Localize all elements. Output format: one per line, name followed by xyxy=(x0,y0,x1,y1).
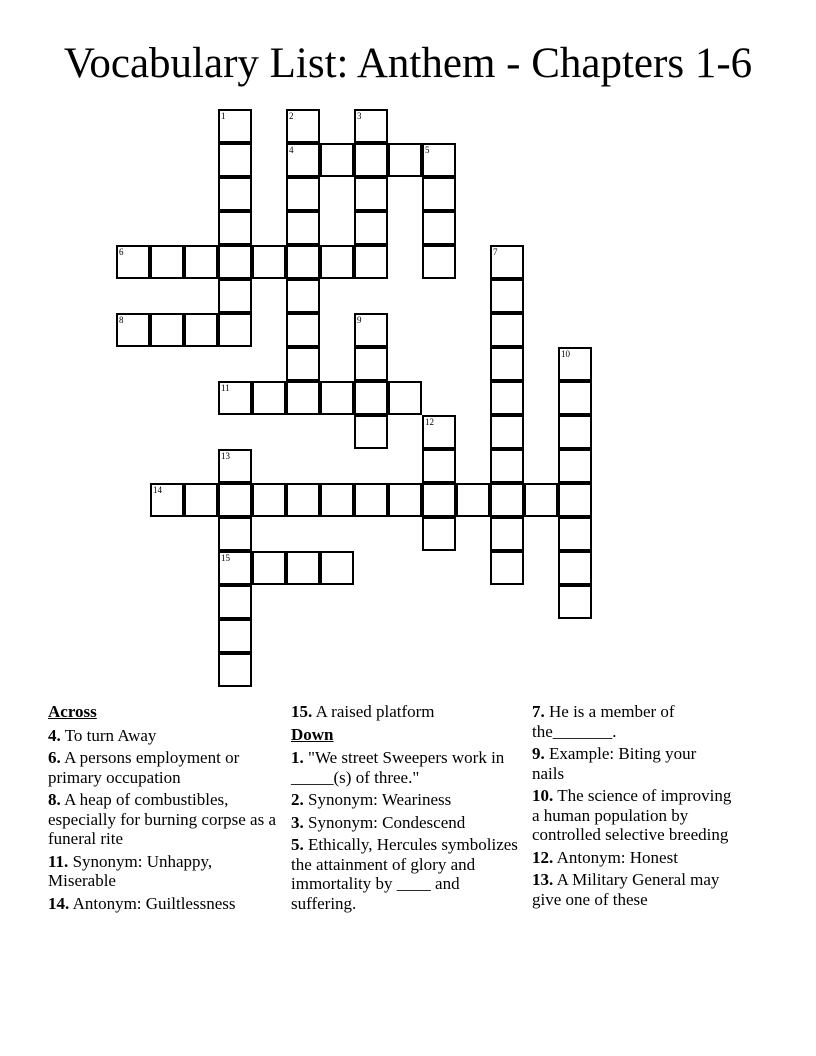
clue-column-1 xyxy=(48,702,278,916)
crossword-cell[interactable] xyxy=(286,313,320,347)
clue-text: He is a member of the_______. xyxy=(532,702,675,741)
crossword-cell[interactable] xyxy=(150,483,184,517)
crossword-cell[interactable] xyxy=(286,483,320,517)
clue-text: A Military General may give one of these xyxy=(532,870,720,909)
clue-down-2 xyxy=(291,790,523,810)
clue-number: 1. xyxy=(291,748,304,767)
crossword-cell[interactable] xyxy=(490,313,524,347)
crossword-cell[interactable] xyxy=(490,483,524,517)
cell-number: 3 xyxy=(357,111,362,121)
crossword-cell[interactable] xyxy=(320,483,354,517)
crossword-cell[interactable] xyxy=(354,245,388,279)
crossword-cell[interactable] xyxy=(218,585,252,619)
crossword-cell[interactable] xyxy=(286,347,320,381)
crossword-cell[interactable] xyxy=(422,143,456,177)
clue-text: Antonym: Guiltlessness xyxy=(72,893,236,913)
crossword-cell[interactable] xyxy=(354,347,388,381)
crossword-cell[interactable] xyxy=(320,551,354,585)
cell-number: 14 xyxy=(153,485,162,495)
crossword-cell[interactable] xyxy=(184,245,218,279)
crossword-cell[interactable] xyxy=(354,177,388,211)
crossword-cell[interactable] xyxy=(150,313,184,347)
clue-number: 14. xyxy=(48,893,70,913)
crossword-cell[interactable] xyxy=(558,551,592,585)
clue-text: Antonym: Honest xyxy=(556,847,678,867)
cell-number: 11 xyxy=(221,383,230,393)
clue-across-11 xyxy=(48,852,278,891)
crossword-cell[interactable] xyxy=(558,483,592,517)
crossword-cell[interactable] xyxy=(320,381,354,415)
crossword-cell[interactable] xyxy=(524,483,558,517)
crossword-cell[interactable] xyxy=(354,211,388,245)
cell-number: 4 xyxy=(289,145,294,155)
crossword-cell[interactable] xyxy=(116,313,150,347)
crossword-grid xyxy=(117,110,597,694)
crossword-cell[interactable] xyxy=(218,313,252,347)
cell-number: 1 xyxy=(221,111,226,121)
crossword-cell[interactable] xyxy=(490,279,524,313)
crossword-cell[interactable] xyxy=(422,449,456,483)
clue-down-12 xyxy=(532,848,732,868)
clue-across-4 xyxy=(48,726,278,746)
clue-number: 9. xyxy=(532,744,545,763)
crossword-cell[interactable] xyxy=(116,245,150,279)
clue-number: 5. xyxy=(291,835,304,854)
crossword-cell[interactable] xyxy=(252,483,286,517)
crossword-cell[interactable] xyxy=(422,517,456,551)
clue-text: Synonym: Condescend xyxy=(308,812,466,832)
across-heading: Across xyxy=(48,702,97,721)
crossword-cell[interactable] xyxy=(218,211,252,245)
crossword-cell[interactable] xyxy=(218,551,252,585)
crossword-cell[interactable] xyxy=(218,143,252,177)
down-heading: Down xyxy=(291,724,334,744)
crossword-cell[interactable] xyxy=(354,313,388,347)
clue-number: 3. xyxy=(291,812,304,832)
crossword-cell[interactable] xyxy=(218,245,252,279)
crossword-cell[interactable] xyxy=(354,109,388,143)
crossword-cell[interactable] xyxy=(286,143,320,177)
cell-number: 10 xyxy=(561,349,570,359)
crossword-cell[interactable] xyxy=(320,245,354,279)
crossword-cell[interactable] xyxy=(286,279,320,313)
crossword-cell[interactable] xyxy=(422,245,456,279)
crossword-cell[interactable] xyxy=(218,177,252,211)
clue-number: 13. xyxy=(532,870,554,889)
clue-number: 2. xyxy=(291,790,304,809)
crossword-cell[interactable] xyxy=(558,381,592,415)
cell-number: 6 xyxy=(119,247,124,257)
clue-across-14 xyxy=(48,894,278,914)
clue-number: 10. xyxy=(532,786,554,805)
clue-down-7 xyxy=(532,702,732,741)
cell-number: 2 xyxy=(289,111,294,121)
crossword-cell[interactable] xyxy=(218,381,252,415)
crossword-cell[interactable] xyxy=(218,109,252,143)
cell-number: 7 xyxy=(493,247,498,257)
clue-number: 11. xyxy=(48,851,69,871)
crossword-cell[interactable] xyxy=(388,143,422,177)
crossword-cell[interactable] xyxy=(320,143,354,177)
clue-text: A raised platform xyxy=(315,702,435,721)
cell-number: 15 xyxy=(221,553,230,563)
crossword-cell[interactable] xyxy=(388,381,422,415)
clue-down-9 xyxy=(532,744,732,783)
crossword-cell[interactable] xyxy=(490,245,524,279)
crossword-cell[interactable] xyxy=(422,211,456,245)
clue-number: 4. xyxy=(48,725,61,745)
crossword-cell[interactable] xyxy=(286,211,320,245)
crossword-cell[interactable] xyxy=(150,245,184,279)
clue-across-15 xyxy=(291,702,523,722)
cell-number: 13 xyxy=(221,451,230,461)
clue-number: 15. xyxy=(291,702,313,721)
crossword-cell[interactable] xyxy=(422,483,456,517)
crossword-cell[interactable] xyxy=(286,177,320,211)
clue-text: A persons employment or primary occupation xyxy=(48,748,240,787)
clue-across-6 xyxy=(48,748,278,787)
clue-text: "We street Sweepers work in _____(s) of three." xyxy=(291,748,505,787)
crossword-cell[interactable] xyxy=(354,415,388,449)
crossword-cell[interactable] xyxy=(354,483,388,517)
clue-down-3 xyxy=(291,813,523,833)
cell-number: 8 xyxy=(119,315,124,325)
crossword-cell[interactable] xyxy=(218,517,252,551)
crossword-cell[interactable] xyxy=(422,177,456,211)
cell-number: 5 xyxy=(425,145,430,155)
clue-text: A heap of combustibles, especially for burning corpse as a funeral rite xyxy=(48,790,276,848)
crossword-cell[interactable] xyxy=(490,347,524,381)
clue-column-3 xyxy=(532,702,732,912)
page-title: Vocabulary List: Anthem - Chapters 1-6 xyxy=(63,40,753,87)
crossword-cell[interactable] xyxy=(422,415,456,449)
clue-text: Synonym: Unhappy, Miserable xyxy=(48,851,213,890)
clue-text: Example: Biting your nails xyxy=(532,744,697,783)
clue-text: The science of improving a human population by controlled selective breeding xyxy=(532,786,732,844)
clue-number: 7. xyxy=(532,702,545,721)
crossword-cell[interactable] xyxy=(490,551,524,585)
crossword-cell[interactable] xyxy=(490,517,524,551)
clue-down-10 xyxy=(532,786,732,845)
crossword-cell[interactable] xyxy=(286,381,320,415)
cell-number: 9 xyxy=(357,315,362,325)
crossword-cell[interactable] xyxy=(218,483,252,517)
crossword-cell[interactable] xyxy=(218,279,252,313)
crossword-cell[interactable] xyxy=(286,551,320,585)
crossword-cell[interactable] xyxy=(252,245,286,279)
crossword-cell[interactable] xyxy=(218,449,252,483)
crossword-cell[interactable] xyxy=(558,415,592,449)
clue-across-8 xyxy=(48,790,278,849)
clue-text: To turn Away xyxy=(64,725,157,745)
crossword-cell[interactable] xyxy=(354,381,388,415)
crossword-cell[interactable] xyxy=(490,415,524,449)
crossword-cell[interactable] xyxy=(456,483,490,517)
crossword-cell[interactable] xyxy=(558,585,592,619)
crossword-cell[interactable] xyxy=(286,245,320,279)
clue-down-1 xyxy=(291,748,523,787)
crossword-cell[interactable] xyxy=(558,517,592,551)
clue-text: Ethically, Hercules symbolizes the attainment of glory and immortality by ____ and suffering. xyxy=(291,835,518,913)
clue-number: 8. xyxy=(48,790,61,809)
clue-number: 6. xyxy=(48,748,61,767)
cell-number: 12 xyxy=(425,417,434,427)
clue-down-13 xyxy=(532,870,732,909)
crossword-cell[interactable] xyxy=(252,381,286,415)
crossword-cell[interactable] xyxy=(388,483,422,517)
clue-down-5 xyxy=(291,835,523,913)
crossword-cell[interactable] xyxy=(490,381,524,415)
crossword-cell[interactable] xyxy=(218,619,252,653)
crossword-cell[interactable] xyxy=(558,449,592,483)
crossword-cell[interactable] xyxy=(184,483,218,517)
crossword-cell[interactable] xyxy=(184,313,218,347)
crossword-cell[interactable] xyxy=(218,653,252,687)
crossword-cell[interactable] xyxy=(252,551,286,585)
crossword-cell[interactable] xyxy=(490,449,524,483)
crossword-cell[interactable] xyxy=(354,143,388,177)
crossword-cell[interactable] xyxy=(286,109,320,143)
clue-number: 12. xyxy=(532,847,554,867)
crossword-cell[interactable] xyxy=(558,347,592,381)
clue-column-2 xyxy=(291,702,523,916)
clue-text: Synonym: Weariness xyxy=(308,790,452,809)
